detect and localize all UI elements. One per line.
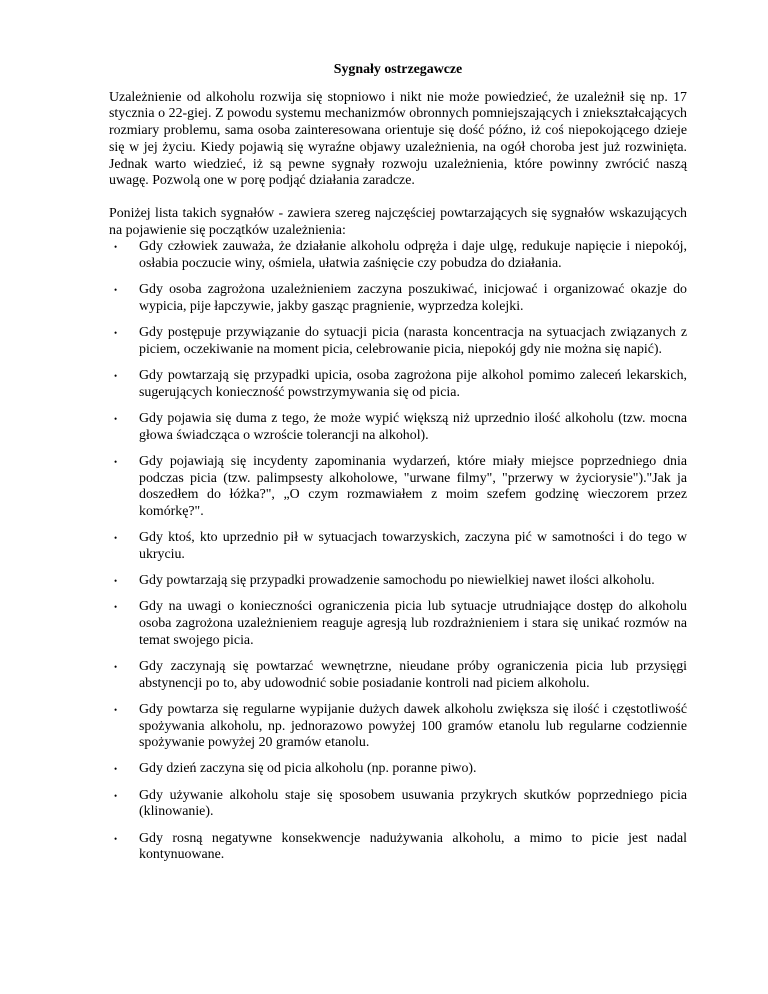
list-item	[109, 831, 687, 864]
bullet-icon: •	[114, 371, 118, 382]
list-intro: Poniżej lista takich sygnałów - zawiera szereg najczęściej powtarzających się sygnałów wskazujących na pojawienie się początków uzależnienia:	[109, 205, 687, 238]
bullet-icon: •	[114, 285, 118, 296]
list-item-text: Gdy powtarzają się przypadki prowadzenie samochodu po niewielkiej nawet ilości alkoholu.	[139, 573, 655, 589]
list-item-text: Gdy powtarzają się przypadki upicia, osoba zagrożona pije alkohol pomimo zaleceń lekarskich, sugerujących konieczność powstrzymywania się od picia.	[139, 368, 687, 400]
bullet-icon: •	[114, 833, 118, 844]
bullet-icon: •	[114, 704, 118, 715]
bullet-icon: •	[114, 533, 118, 544]
bullet-icon: •	[114, 576, 118, 587]
bullet-icon: •	[114, 661, 118, 672]
list-item-text: Gdy osoba zagrożona uzależnieniem zaczyna poszukiwać, inicjować i organizować okazje do wypicia, pije łapczywie, jakby gasząc pragnienie, wyprzedza kolejki.	[139, 282, 687, 314]
list-item	[109, 368, 687, 401]
list-item-text: Gdy używanie alkoholu staje się sposobem usuwania przykrych skutków poprzedniego picia (klinowanie).	[139, 787, 687, 820]
list-item	[109, 239, 687, 272]
bullet-icon: •	[114, 242, 118, 253]
bullet-icon: •	[114, 328, 118, 339]
list-item	[109, 282, 687, 315]
list-item	[109, 530, 687, 563]
list-item	[109, 659, 687, 692]
list-item	[109, 788, 687, 821]
list-item-text: Gdy ktoś, kto uprzednio pił w sytuacjach towarzyskich, zaczyna pić w samotności i do tego w ukryciu.	[139, 530, 687, 562]
list-item-text: Gdy rosną negatywne konsekwencje nadużywania alkoholu, a mimo to picie jest nadal kontynuowane.	[139, 830, 687, 863]
list-item-text: Gdy człowiek zauważa, że działanie alkoholu odpręża i daje ulgę, redukuje napięcie i niepokój, osłabia poczucie winy, ośmiela, ułatwia zaśnięcie czy pobudza do działania.	[139, 239, 687, 272]
bullet-icon: •	[114, 413, 118, 424]
list-item-text: Gdy powtarza się regularne wypijanie dużych dawek alkoholu zwiększa się ilość i częstotliwość spożywania alkoholu, np. jednorazowo powyżej 100 gramów etanolu lub regularne codziennie spożywanie powyżej 20 gramów etanolu.	[139, 701, 687, 751]
list-item	[109, 599, 687, 649]
bullet-icon: •	[114, 456, 118, 467]
bullet-icon: •	[114, 790, 118, 801]
list-item	[109, 761, 687, 778]
list-item-text: Gdy zaczynają się powtarzać wewnętrzne, nieudane próby ograniczenia picia lub przysięgi abstynencji po to, aby udowodnić sobie posiadanie kontroli nad piciem alkoholu.	[139, 658, 687, 691]
list-item	[109, 573, 687, 590]
list-item-text: Gdy pojawiają się incydenty zapominania wydarzeń, które miały miejsce poprzedniego dnia podczas picia (tzw. palimpsesty alkoholowe, "urwane filmy", "przerwy w życiorysie")."Jak ja doszedłem do łóżka?", „O czym rozmawiałem z moim szefem godzinę wieczorem przez komórkę?".	[139, 453, 687, 519]
list-item	[109, 325, 687, 358]
list-item-text: Gdy postępuje przywiązanie do sytuacji picia (narasta koncentracja na sytuacjach związanych z piciem, oczekiwanie na moment picia, celebrowanie picia, niepokój gdy nie można się napić).	[139, 325, 687, 357]
bullet-icon: •	[114, 602, 118, 613]
list-item	[109, 702, 687, 752]
list-item-text: Gdy pojawia się duma z tego, że może wypić większą niż uprzednio ilość alkoholu (tzw. mocna głowa świadcząca o wzroście tolerancji na alkohol).	[139, 410, 687, 443]
list-item-text: Gdy na uwagi o konieczności ograniczenia picia lub sytuacje utrudniające dostęp do alkoholu osoba zagrożona uzależnieniem reaguje agresją lub rozdrażnieniem i stara się unikać rozmów na temat swojego picia.	[139, 599, 687, 648]
intro-paragraph: Uzależnienie od alkoholu rozwija się stopniowo i nikt nie może powiedzieć, że uzależnił się np. 17 stycznia o 22-giej. Z powodu systemu mechanizmów obronnych pomniejszających i zniekształcających rozmiary problemu, sama osoba zainteresowana orientuje się dość późno, iż coś niepokojącego dzieje się w jej życiu. Kiedy pojawią się wyraźne objawy uzależnienia, na ogół choroba jest już rozwinięta. Jednak warto wiedzieć, iż są pewne sygnały rozwoju uzależnienia, które powinny zwrócić naszą uwagę. Pozwolą one w porę podjąć działania zaradcze.	[109, 89, 687, 189]
list-item-text: Gdy dzień zaczyna się od picia alkoholu (np. poranne piwo).	[139, 761, 477, 777]
warning-signals-list	[109, 239, 687, 864]
list-item	[109, 411, 687, 444]
bullet-icon: •	[114, 764, 118, 775]
list-item	[109, 454, 687, 521]
document-page	[109, 62, 687, 873]
document-title: Sygnały ostrzegawcze	[333, 62, 463, 77]
